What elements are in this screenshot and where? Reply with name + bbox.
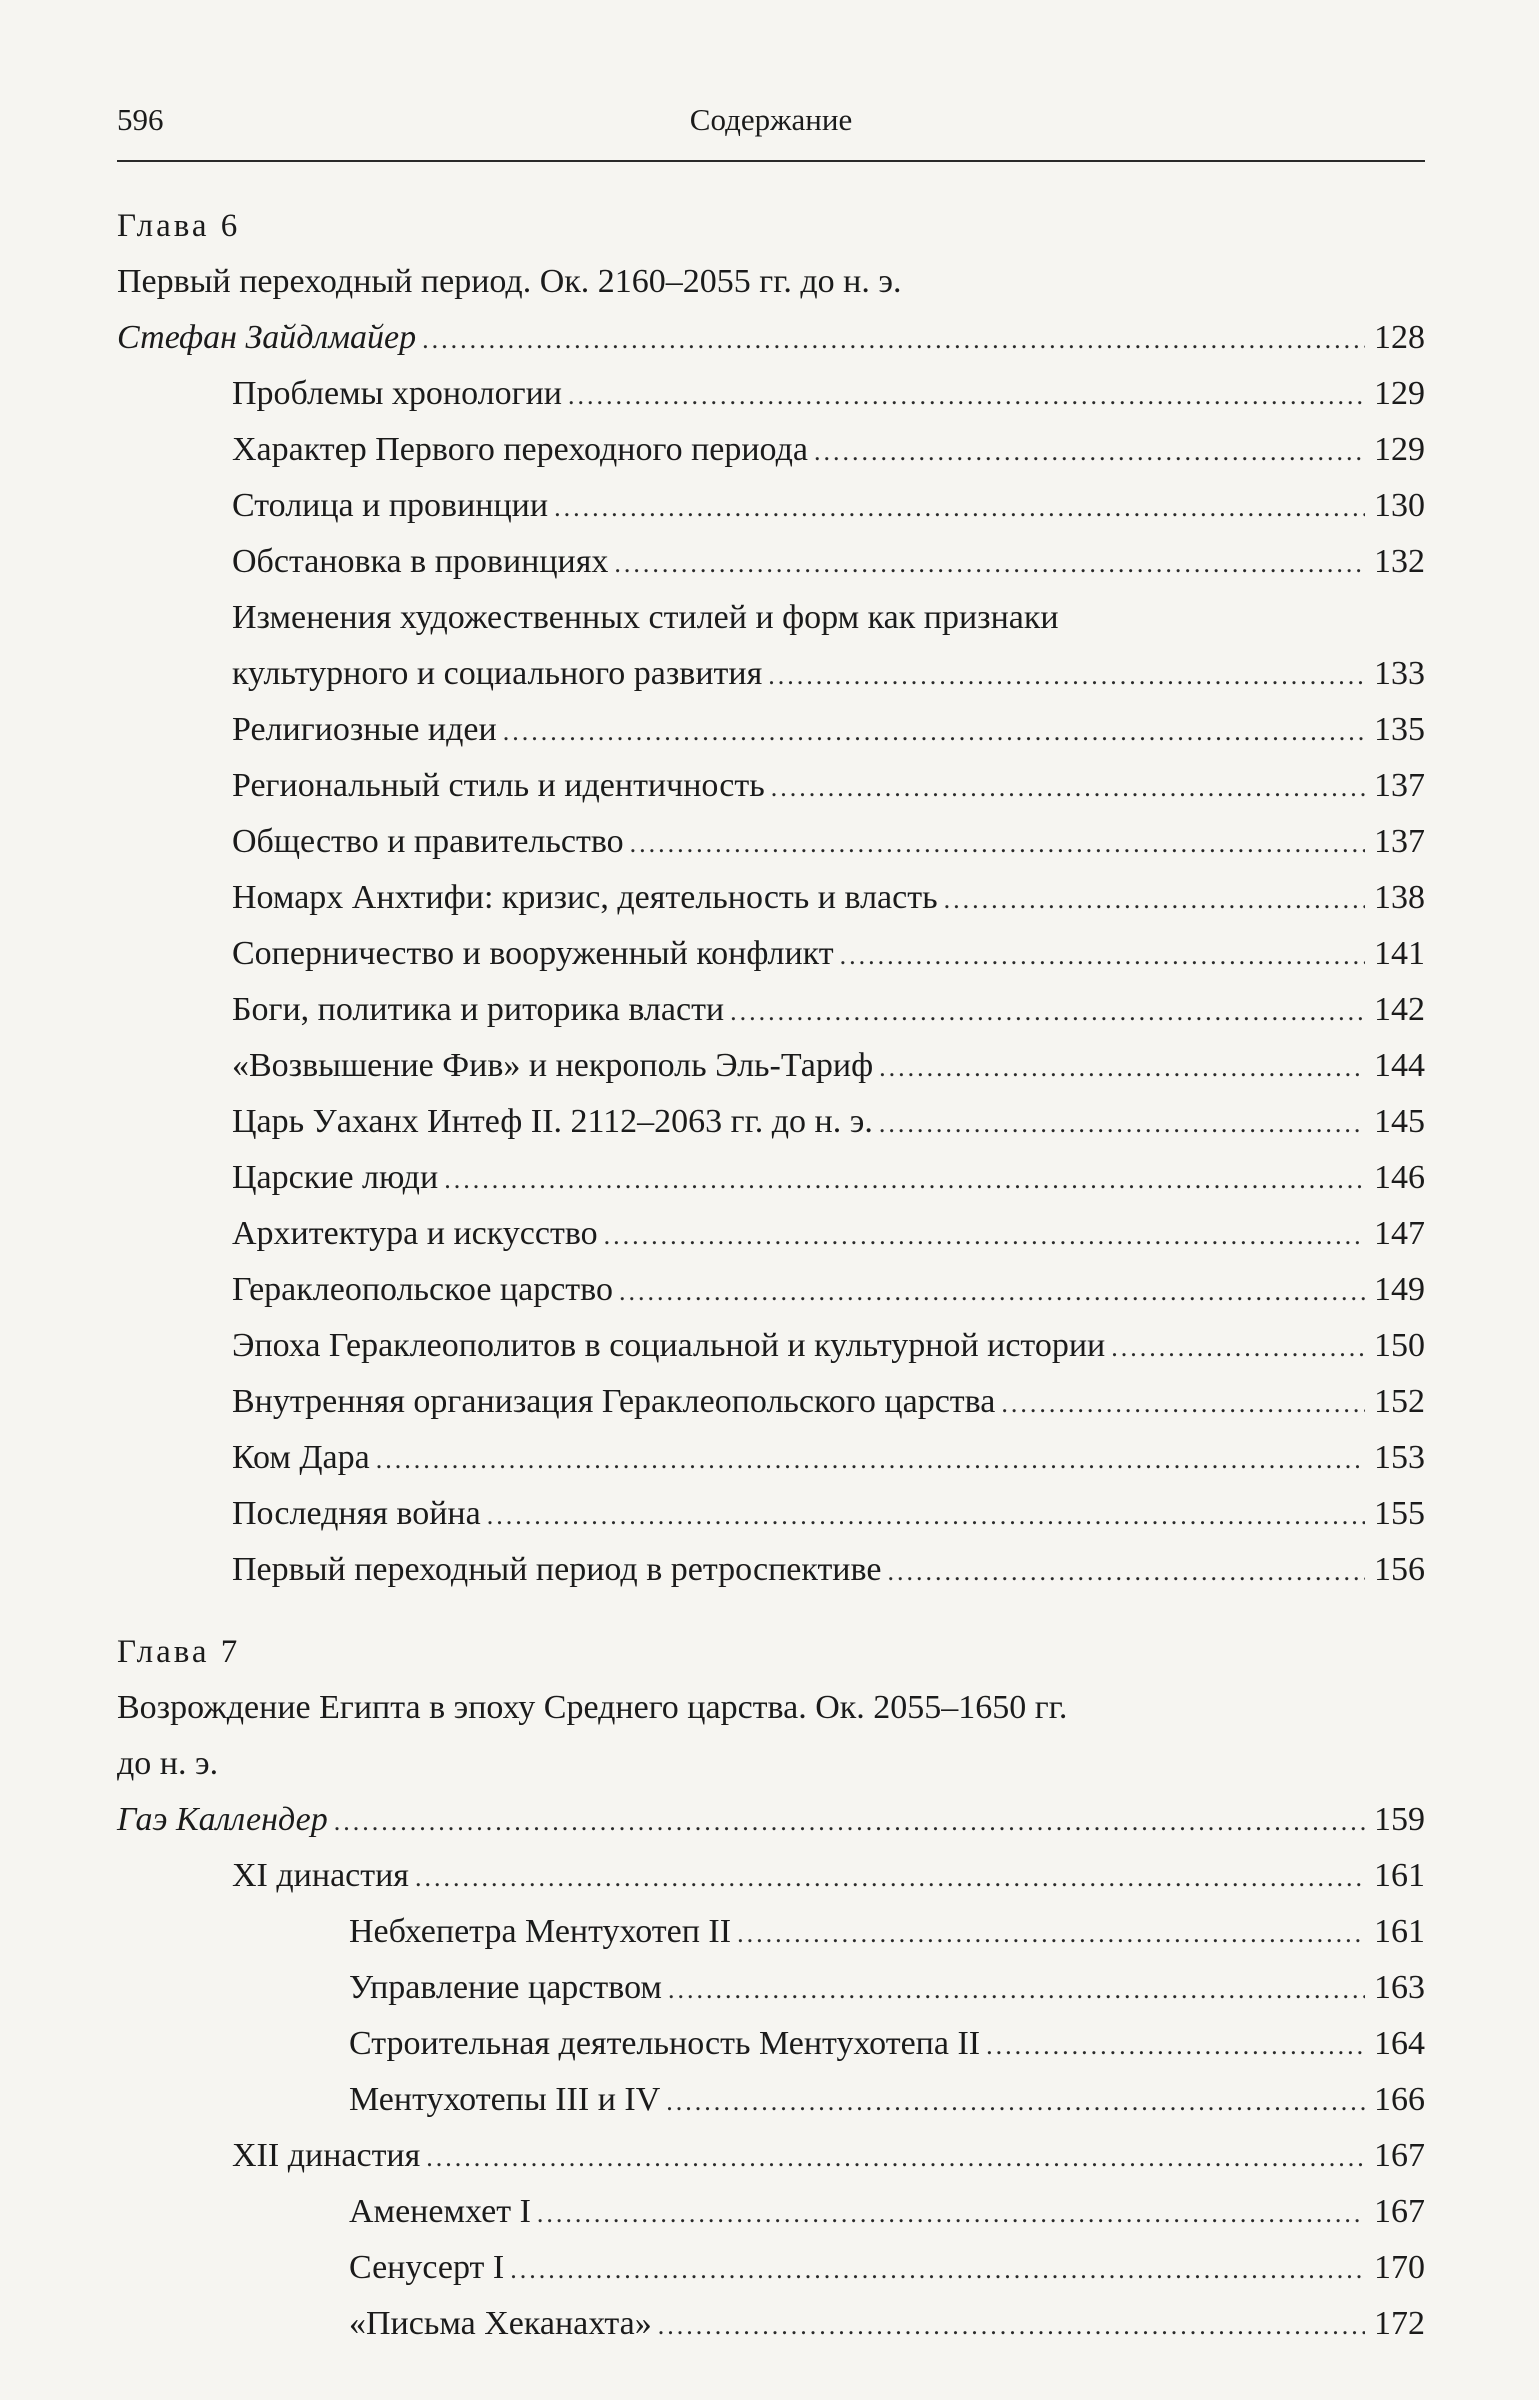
leader-dots — [658, 2298, 1365, 2354]
entry-title: Последняя война — [232, 1495, 481, 1532]
chapter-7-author-entry[interactable] — [117, 1792, 1425, 1848]
leader-dots — [376, 1432, 1365, 1488]
leader-dots — [510, 2242, 1365, 2298]
page-ref: 163 — [1374, 1969, 1425, 2006]
page-ref: 135 — [1374, 711, 1425, 748]
page-ref: 142 — [1374, 991, 1425, 1028]
toc-entry[interactable] — [117, 1486, 1425, 1542]
toc-subentry[interactable] — [117, 2184, 1425, 2240]
leader-dots — [444, 1152, 1365, 1208]
entry-title: Боги, политика и риторика власти — [232, 991, 725, 1028]
toc-entry[interactable] — [117, 1038, 1425, 1094]
page-ref: 152 — [1374, 1383, 1425, 1420]
entry-title: Религиозные идеи — [232, 711, 497, 748]
page-ref: 150 — [1374, 1327, 1425, 1364]
entry-title: Соперничество и вооруженный конфликт — [232, 935, 834, 972]
entry-title: Небхепетра Ментухотеп II — [349, 1913, 732, 1950]
toc-entry[interactable] — [117, 1206, 1425, 1262]
chapter-7-label: Глава 7 — [117, 1634, 241, 1670]
chapter-6-author-entry[interactable] — [117, 310, 1425, 366]
page-ref: 133 — [1374, 655, 1425, 692]
page-ref: 167 — [1374, 2137, 1425, 2174]
header-rule — [117, 160, 1425, 162]
page-ref: 156 — [1374, 1551, 1425, 1588]
leader-dots — [554, 480, 1365, 536]
section-title: XI династия — [232, 1857, 409, 1894]
entry-title: Первый переходный период в ретроспективе — [232, 1551, 882, 1588]
entry-title: Эпоха Гераклеополитов в социальной и культурной истории — [232, 1327, 1106, 1364]
toc-entry[interactable] — [117, 926, 1425, 982]
page-ref: 128 — [1374, 319, 1425, 356]
toc-content — [117, 198, 1425, 2352]
toc-entry[interactable] — [117, 814, 1425, 870]
entry-title: Аменемхет I — [349, 2193, 531, 2230]
toc-entry[interactable] — [117, 422, 1425, 478]
page-ref: 161 — [1374, 1913, 1425, 1950]
entry-title: Внутренняя организация Гераклеопольского царства — [232, 1383, 996, 1420]
entry-title: Общество и правительство — [232, 823, 624, 860]
leader-dots — [604, 1208, 1365, 1264]
leader-dots — [1001, 1376, 1365, 1432]
leader-dots — [537, 2186, 1365, 2242]
leader-dots — [887, 1544, 1365, 1600]
leader-dots — [619, 1264, 1365, 1320]
leader-dots — [771, 760, 1365, 816]
entry-title: «Письма Хеканахта» — [349, 2305, 652, 2342]
entry-title: Ком Дара — [232, 1439, 370, 1476]
toc-entry[interactable] — [117, 870, 1425, 926]
toc-subentry[interactable] — [117, 2296, 1425, 2352]
page-ref: 144 — [1374, 1047, 1425, 1084]
leader-dots — [426, 2130, 1365, 2186]
toc-subentry[interactable] — [117, 2072, 1425, 2128]
leader-dots — [568, 368, 1365, 424]
page-ref: 147 — [1374, 1215, 1425, 1252]
entry-title: Обстановка в провинциях — [232, 543, 609, 580]
entry-title: Проблемы хронологии — [232, 375, 562, 412]
entry-title: Столица и провинции — [232, 487, 549, 524]
toc-entry[interactable] — [117, 1094, 1425, 1150]
chapter-6-title: Первый переходный период. Ок. 2160–2055 гг. до н. э. — [117, 263, 902, 300]
leader-dots — [986, 2018, 1365, 2074]
entry-title: Характер Первого переходного периода — [232, 431, 808, 468]
leader-dots — [737, 1906, 1365, 1962]
page-ref: 172 — [1374, 2305, 1425, 2342]
page-ref: 137 — [1374, 823, 1425, 860]
toc-entry[interactable] — [117, 534, 1425, 590]
page-ref: 130 — [1374, 487, 1425, 524]
toc-entry[interactable] — [117, 758, 1425, 814]
toc-entry[interactable] — [117, 478, 1425, 534]
leader-dots — [1111, 1320, 1365, 1376]
toc-entry[interactable] — [117, 702, 1425, 758]
entry-title: Строительная деятельность Ментухотепа II — [349, 2025, 981, 2062]
running-title: Содержание — [689, 102, 853, 137]
page-ref: 145 — [1374, 1103, 1425, 1140]
running-header — [117, 102, 1425, 158]
page-number: 596 — [117, 102, 164, 137]
page-ref: 159 — [1374, 1801, 1425, 1838]
leader-dots — [840, 928, 1365, 984]
toc-entry[interactable] — [117, 1430, 1425, 1486]
page-ref: 164 — [1374, 2025, 1425, 2062]
page-ref: 166 — [1374, 2081, 1425, 2118]
leader-dots — [422, 312, 1365, 368]
toc-section-dynasty-12[interactable] — [117, 2128, 1425, 2184]
leader-dots — [487, 1488, 1365, 1544]
entry-title: Номарх Анхтифи: кризис, деятельность и власть — [232, 879, 938, 916]
toc-entry[interactable] — [117, 366, 1425, 422]
page-ref: 149 — [1374, 1271, 1425, 1308]
toc-entry[interactable] — [117, 1150, 1425, 1206]
leader-dots — [503, 704, 1365, 760]
toc-entry[interactable] — [117, 1374, 1425, 1430]
leader-dots — [944, 872, 1365, 928]
page-ref: 129 — [1374, 431, 1425, 468]
leader-dots — [768, 648, 1365, 704]
leader-dots — [415, 1850, 1365, 1906]
chapter-6-author: Стефан Зайдлмайер — [117, 319, 417, 356]
toc-entry[interactable] — [117, 1262, 1425, 1318]
entry-title-line2: культурного и социального развития — [232, 655, 763, 692]
leader-dots — [879, 1096, 1365, 1152]
toc-subentry[interactable] — [117, 2016, 1425, 2072]
leader-dots — [730, 984, 1365, 1040]
section-title: XII династия — [232, 2137, 421, 2174]
page-ref: 132 — [1374, 543, 1425, 580]
toc-entry[interactable] — [117, 1542, 1425, 1598]
leader-dots — [614, 536, 1365, 592]
page-ref: 138 — [1374, 879, 1425, 916]
leader-dots — [879, 1040, 1365, 1096]
leader-dots — [334, 1794, 1365, 1850]
leader-dots — [666, 2074, 1365, 2130]
chapter-6-label: Глава 6 — [117, 208, 241, 244]
toc-entry[interactable] — [117, 982, 1425, 1038]
entry-title: Сенусерт I — [349, 2249, 505, 2286]
chapter-7-title-line1: Возрождение Египта в эпоху Среднего царства. Ок. 2055–1650 гг. — [117, 1689, 1068, 1726]
chapter-7-author: Гаэ Каллендер — [117, 1801, 328, 1838]
page-ref: 129 — [1374, 375, 1425, 412]
toc-subentry[interactable] — [117, 1960, 1425, 2016]
toc-entry[interactable] — [117, 1318, 1425, 1374]
entry-title: Региональный стиль и идентичность — [232, 767, 765, 804]
toc-subentry[interactable] — [117, 1904, 1425, 1960]
toc-subentry[interactable] — [117, 2240, 1425, 2296]
entry-title: «Возвышение Фив» и некрополь Эль-Тариф — [232, 1047, 874, 1084]
page-ref: 153 — [1374, 1439, 1425, 1476]
entry-title-line1: Изменения художественных стилей и форм как признаки — [232, 599, 1059, 636]
leader-dots — [630, 816, 1365, 872]
page-ref: 161 — [1374, 1857, 1425, 1894]
toc-section-dynasty-11[interactable] — [117, 1848, 1425, 1904]
entry-title: Царские люди — [232, 1159, 439, 1196]
page-ref: 137 — [1374, 767, 1425, 804]
entry-title: Гераклеопольское царство — [232, 1271, 613, 1308]
entry-title: Архитектура и искусство — [232, 1215, 598, 1252]
page-ref: 155 — [1374, 1495, 1425, 1532]
entry-title: Царь Уаханх Интеф II. 2112–2063 гг. до н. э. — [232, 1103, 873, 1140]
page-ref: 170 — [1374, 2249, 1425, 2286]
entry-title: Управление царством — [349, 1969, 662, 2006]
entry-title: Ментухотепы III и IV — [349, 2081, 661, 2118]
page-ref: 141 — [1374, 935, 1425, 972]
toc-entry-multiline[interactable] — [117, 590, 1425, 702]
page-ref: 167 — [1374, 2193, 1425, 2230]
page-ref: 146 — [1374, 1159, 1425, 1196]
chapter-7-title-line2: до н. э. — [117, 1745, 219, 1782]
leader-dots — [814, 424, 1365, 480]
leader-dots — [668, 1962, 1365, 2018]
